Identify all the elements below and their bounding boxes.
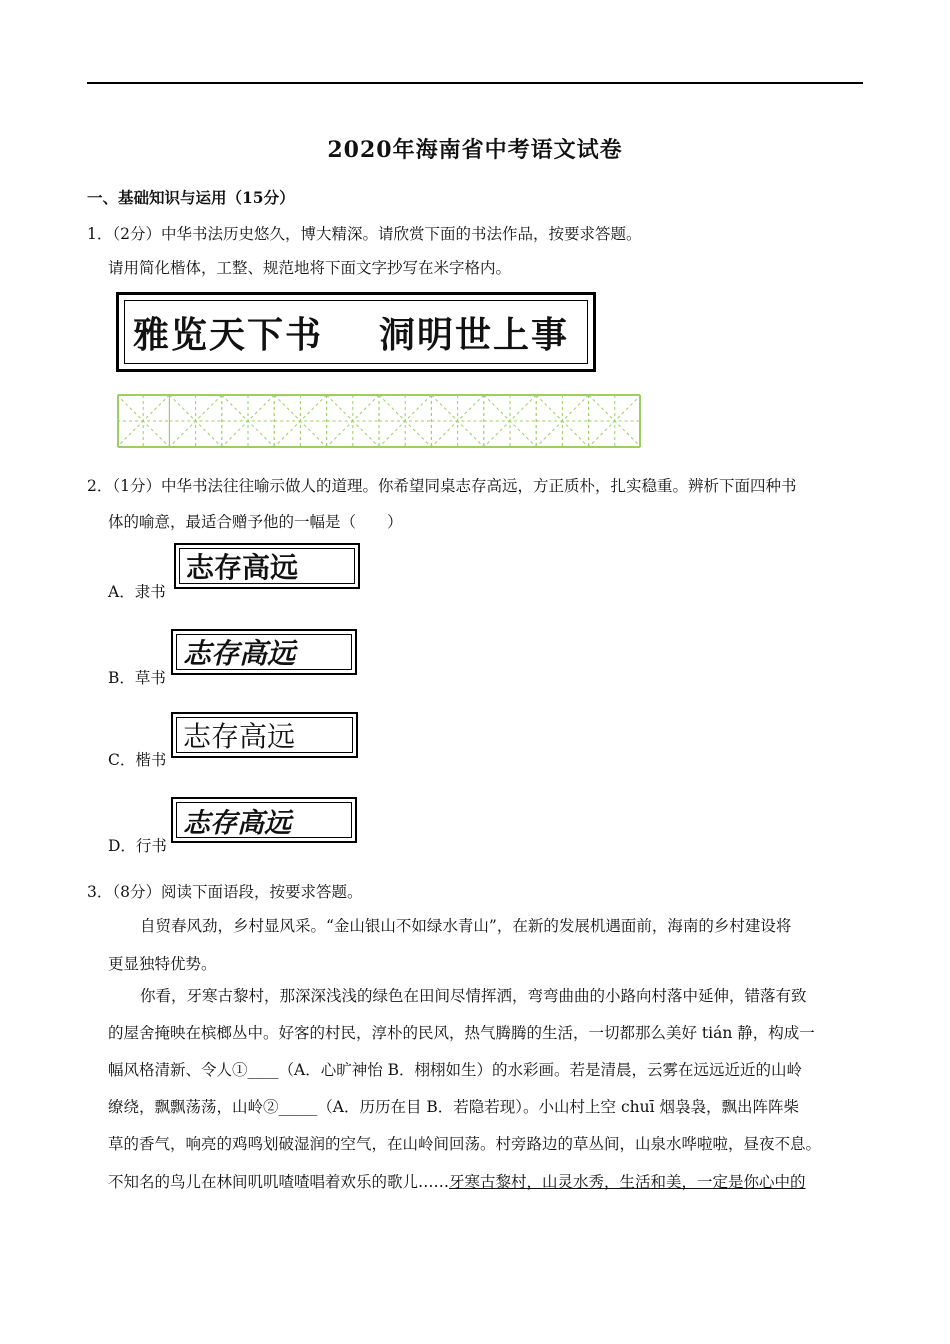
q2-stem-line2: 体的喻意，最适合赠予他的一幅是（ ）	[108, 513, 403, 531]
q2-stem-line1: 2．（1分）中华书法往往喻示做人的道理。你希望同桌志存高远，方正质朴，扎实稳重。辨析下面四种书	[87, 477, 797, 495]
calligraphy-right-text: 洞明世上事	[379, 313, 570, 356]
option-c-label[interactable]: C．楷书	[108, 751, 167, 769]
q3-passage-p2-line2: 的屋舍掩映在槟榔丛中。好客的村民，淳朴的民风，热气腾腾的生活，一切都那么美好 tián 静，构成一	[108, 1024, 815, 1042]
q3-passage-p2-line5: 草的香气，响亮的鸡鸣划破湿润的空气，在山岭间回荡。村旁路边的草丛间，山泉水哗啦啦，昼夜不息。	[108, 1135, 822, 1153]
option-b-label[interactable]: B．草书	[108, 669, 166, 687]
section-heading: 一、基础知识与运用（15分）	[87, 188, 295, 207]
q3-stem: 3．（8分）阅读下面语段，按要求答题。	[87, 883, 363, 901]
calligraphy-banner	[116, 292, 596, 372]
header-rule	[87, 82, 863, 84]
option-a-label[interactable]: A．隶书	[108, 583, 166, 601]
q3-line6-plain: 不知名的鸟儿在林间叽叽喳喳唱着欢乐的歌儿……	[108, 1173, 450, 1191]
q3-underlined-sentence: 牙寒古黎村，山灵水秀，生活和美，一定是你心中的	[449, 1173, 806, 1191]
option-c-artwork	[171, 712, 358, 758]
option-a-artwork	[174, 543, 360, 589]
q3-passage-p2-line1: 你看，牙寒古黎村，那深深浅浅的绿色在田间尽情挥洒，弯弯曲曲的小路向村落中延伸，错落有致	[140, 987, 807, 1005]
option-d-label[interactable]: D．行书	[108, 837, 167, 855]
option-d-artwork	[171, 797, 357, 843]
q3-passage-p1-line1: 自贸春风劲，乡村显风采。“金山银山不如绿水青山”，在新的发展机遇面前，海南的乡村建设将	[140, 917, 792, 935]
q3-passage-p1-line2: 更显独特优势。	[108, 955, 217, 973]
option-b-artwork	[171, 629, 357, 675]
q3-passage-p2-line6	[108, 1172, 806, 1192]
q3-passage-p2-line3: 幅风格清新、令人①____（A．心旷神怡 B．栩栩如生）的水彩画。若是清晨，云雾在远远近近的山岭	[108, 1061, 803, 1079]
option-b-art-text: 志存高远	[183, 637, 296, 670]
q1-instruction: 请用简化楷体，工整、规范地将下面文字抄写在米字格内。	[108, 259, 512, 277]
option-d-art-text: 志存高远	[183, 807, 291, 839]
mi-grid-row[interactable]	[117, 394, 641, 448]
calligraphy-left-text: 雅览天下书	[133, 313, 324, 356]
option-c-art-text: 志存高远	[183, 720, 296, 753]
q3-passage-p2-line4: 缭绕，飘飘荡荡，山岭②_____（A．历历在目 B．若隐若现）。小山村上空 chuī 烟袅袅，飘出阵阵柴	[108, 1098, 799, 1116]
q1-stem: 1．（2分）中华书法历史悠久，博大精深。请欣赏下面的书法作品，按要求答题。	[87, 225, 642, 243]
option-a-art-text: 志存高远	[186, 551, 299, 584]
mi-grid-svg	[117, 394, 641, 448]
page-title: 2020年海南省中考语文试卷	[327, 137, 623, 163]
